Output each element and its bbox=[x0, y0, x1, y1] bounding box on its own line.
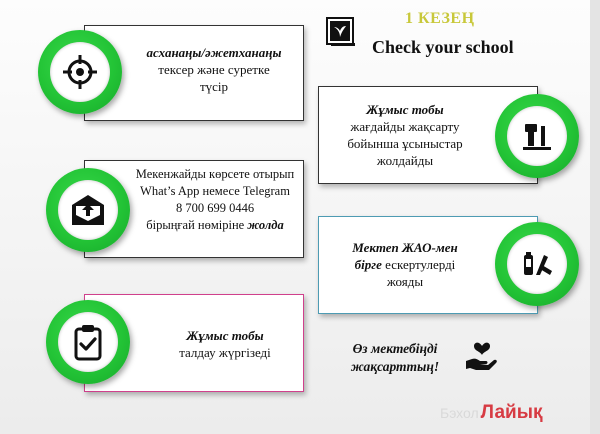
card2-line3: бойынша ұсыныстар bbox=[347, 136, 463, 151]
card2-line2: жағдайды жақсарту bbox=[350, 119, 460, 134]
card2-line1: Жұмыс тобы bbox=[366, 102, 444, 117]
card3-line4a: бірыңғай нөміріне bbox=[146, 218, 248, 232]
slogan-line2: жақсарттың! bbox=[350, 359, 440, 374]
card4-line3: жояды bbox=[386, 274, 424, 289]
target-icon bbox=[61, 53, 99, 91]
card1-line2: тексер және суретке bbox=[158, 62, 270, 77]
slogan-line1: Өз мектебіңді bbox=[352, 341, 438, 356]
card3-line4b: жолда bbox=[247, 218, 284, 232]
page-title: Check your school bbox=[372, 37, 514, 57]
card5-icon-badge bbox=[46, 300, 130, 384]
clipboard-check-icon bbox=[71, 323, 105, 361]
card2-line4: жолдайды bbox=[376, 153, 434, 168]
photo-icon bbox=[326, 17, 356, 47]
mail-upload-icon bbox=[69, 193, 107, 227]
right-edge-strip bbox=[590, 0, 600, 434]
card3-line2: What’s App немесе Telegram bbox=[140, 184, 290, 198]
card4-icon-badge bbox=[495, 222, 579, 306]
slogan bbox=[330, 340, 460, 376]
card4-line2a: бірге bbox=[354, 257, 382, 272]
card2-icon-badge bbox=[495, 94, 579, 178]
card5-line2: талдау жүргізеді bbox=[179, 345, 271, 360]
heart-hand-icon bbox=[464, 341, 500, 373]
card3-line1: Мекенжайды көрсете отырып bbox=[135, 167, 295, 181]
card5-line1: Жұмыс тобы bbox=[186, 328, 264, 343]
card1-line3: түсір bbox=[199, 79, 229, 94]
card3-icon-badge bbox=[46, 168, 130, 252]
repair-tools-icon bbox=[518, 245, 556, 283]
card4-line1: Мектеп ЖАО-мен bbox=[352, 240, 458, 255]
brand-name: Лайық bbox=[480, 402, 543, 423]
card1-line1: асханаңы/әжетханаңы bbox=[146, 45, 282, 60]
cleaning-icon bbox=[519, 118, 555, 154]
stage-label: 1 КЕЗЕҢ bbox=[405, 10, 475, 27]
card3-line3: 8 700 699 0446 bbox=[175, 201, 255, 215]
brand-footer bbox=[440, 402, 542, 424]
footer-faint-text: Бэхол bbox=[440, 405, 479, 421]
card4-line2b: ескертулерді bbox=[381, 257, 456, 272]
card1-icon-badge bbox=[38, 30, 122, 114]
